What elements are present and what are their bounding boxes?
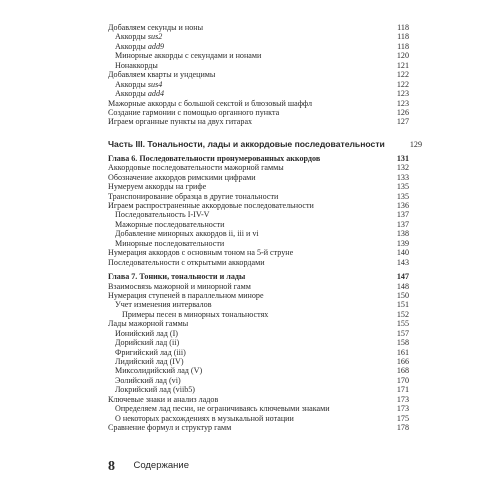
toc-entry-title: Ключевые знаки и анализ ладов <box>108 394 219 404</box>
toc-entry-page: 138 <box>396 229 409 239</box>
toc-entry-title: Мажорные аккорды с большой секстой и блюзовый шаффл <box>108 98 313 108</box>
toc-entry-title: Играем органные пункты на двух гитарах <box>108 117 253 127</box>
toc-entry-title: Сравнение формул и структур гамм <box>108 423 232 433</box>
toc-entry-page: 131 <box>396 153 409 163</box>
chapter-heading <box>108 272 409 281</box>
toc-entry <box>108 348 409 357</box>
toc-entry-title: Создание гармонии с помощью органного пункта <box>108 107 280 117</box>
toc-entry-title: Добавляем кварты и ундецимы <box>108 70 216 80</box>
toc-entry-title: Мажорные последовательности <box>115 219 225 229</box>
toc-entry <box>108 423 409 432</box>
toc-entry-page: 175 <box>396 413 409 423</box>
toc-entry-page: 143 <box>396 257 409 267</box>
toc-entry <box>108 404 409 413</box>
toc-entry-page: 123 <box>396 98 409 108</box>
toc-entry-page: 157 <box>396 328 409 338</box>
toc-entry-page: 152 <box>396 309 409 319</box>
toc-entry <box>108 282 409 291</box>
toc-entry-title: Нумеруем аккорды на грифе <box>108 182 207 192</box>
toc-entry <box>108 338 409 347</box>
toc-entry <box>108 319 409 328</box>
toc-entry-title: Последовательности с открытыми аккордами <box>108 257 265 267</box>
toc-entry-page: 151 <box>396 300 409 310</box>
toc-entry <box>108 239 409 248</box>
toc-entry-page: 121 <box>396 60 409 70</box>
chapter-heading <box>108 154 409 163</box>
toc-entry-title: Ионийский лад (I) <box>115 328 178 338</box>
toc-entry-title: Взаимосвязь мажорной и минорной гамм <box>108 281 251 291</box>
table-of-contents <box>108 23 422 433</box>
toc-entry-title: Минорные аккорды с секундами и нонами <box>115 51 262 61</box>
toc-entry-page: 137 <box>396 219 409 229</box>
toc-entry <box>108 357 409 366</box>
toc-entry-title: Часть III. Тональности, лады и аккордовые последовательности <box>108 138 385 149</box>
toc-entry-page: 166 <box>396 357 409 366</box>
part-heading <box>108 138 422 151</box>
toc-entry-page: 135 <box>396 191 409 201</box>
toc-entry-page: 118 <box>397 41 409 51</box>
toc-entry-title: Добавление минорных аккордов ii, iii и vi <box>115 229 259 239</box>
toc-entry-title: Глава 6. Последовательности пронумерованных аккордов <box>108 153 321 163</box>
toc-entry-page: 171 <box>396 385 409 395</box>
toc-entry <box>108 366 409 375</box>
toc-entry <box>108 376 409 385</box>
toc-entry-title: Аккорды sus4 <box>115 79 163 89</box>
toc-entry-title: Лады мажорной гаммы <box>108 319 189 329</box>
toc-entry-page: 147 <box>396 272 409 282</box>
toc-entry-page: 139 <box>396 238 409 248</box>
toc-entry-page: 118 <box>397 23 409 32</box>
toc-entry-title: Глава 7. Тоники, тональности и лады <box>108 272 246 282</box>
toc-entry-title: Локрийский лад (viib5) <box>115 385 195 395</box>
toc-entry <box>108 80 409 89</box>
toc-entry <box>108 192 409 201</box>
toc-entry <box>108 61 409 70</box>
toc-entry-page: 137 <box>396 210 409 220</box>
toc-entry <box>108 414 409 423</box>
toc-entry-page: 126 <box>396 107 409 117</box>
toc-entry-title: Учет изменения интервалов <box>115 300 212 310</box>
toc-entry <box>108 117 409 126</box>
toc-entry-title: Последовательность I-IV-V <box>115 210 210 220</box>
toc-entry-page: 129 <box>409 139 422 149</box>
toc-entry <box>108 182 409 191</box>
toc-entry-title: Обозначение аккордов римскими цифрами <box>108 172 256 182</box>
toc-entry-page: 148 <box>396 281 409 291</box>
toc-entry-page: 173 <box>396 394 409 404</box>
toc-entry <box>108 310 409 319</box>
toc-entry-page: 178 <box>396 423 409 433</box>
toc-entry <box>108 89 409 98</box>
toc-entry-page: 150 <box>396 290 409 300</box>
toc-entry-page: 120 <box>396 51 409 61</box>
toc-entry-page: 118 <box>397 32 409 42</box>
toc-entry-page: 122 <box>396 79 409 89</box>
page-number: 8 <box>108 459 115 474</box>
toc-entry <box>108 329 409 338</box>
toc-entry <box>108 258 409 267</box>
section-title: Содержание <box>133 460 189 471</box>
toc-entry <box>108 173 409 182</box>
toc-entry-title: Аккорды add4 <box>115 89 165 99</box>
toc-entry <box>108 229 409 238</box>
toc-entry-page: 135 <box>396 182 409 192</box>
toc-entry <box>108 99 409 108</box>
toc-entry <box>108 70 409 79</box>
toc-entry-title: Нумерация аккордов с основным тоном на 5-й струне <box>108 248 294 258</box>
toc-entry-page: 173 <box>396 404 409 414</box>
toc-entry-title: Нонаккорды <box>115 60 158 70</box>
toc-entry-title: Определяем лад песни, не ограничиваясь ключевыми знаками <box>115 404 330 414</box>
toc-entry-page: 155 <box>396 319 409 329</box>
toc-entry-title: Минорные последовательности <box>115 238 225 248</box>
toc-entry-title: Транспонирование образца в другие тональности <box>108 191 279 201</box>
toc-entry-page: 122 <box>396 70 409 80</box>
toc-entry-title: Аккорды add9 <box>115 41 165 51</box>
toc-entry-title: Играем распространенные аккордовые последовательности <box>108 201 314 210</box>
toc-entry-title: Нумерация ступеней в параллельном миноре <box>108 290 264 300</box>
toc-entry <box>108 291 409 300</box>
toc-entry-page: 158 <box>396 338 409 348</box>
toc-entry-page: 168 <box>396 366 409 376</box>
toc-entry-title: Дорийский лад (ii) <box>115 338 180 348</box>
toc-entry-title: Миксолидийский лад (V) <box>115 366 203 376</box>
toc-entry <box>108 163 409 172</box>
toc-entry <box>108 23 409 32</box>
toc-entry-page: 161 <box>396 347 409 357</box>
toc-entry-title: Лидийский лад (IV) <box>115 357 184 366</box>
toc-entry <box>108 51 409 60</box>
toc-entry-title: Фригийский лад (iii) <box>115 347 186 357</box>
toc-entry-page: 136 <box>396 201 409 210</box>
toc-entry-page: 132 <box>396 163 409 173</box>
toc-entry-title: Аккордовые последовательности мажорной гаммы <box>108 163 284 173</box>
toc-entry-page: 133 <box>396 172 409 182</box>
page-footer <box>108 457 189 475</box>
toc-entry-title: Эолийский лад (vi) <box>115 375 181 385</box>
toc-entry <box>108 395 409 404</box>
toc-entry <box>108 42 409 51</box>
toc-entry-page: 140 <box>396 248 409 258</box>
toc-entry-title: Аккорды sus2 <box>115 32 163 42</box>
toc-entry <box>108 108 409 117</box>
toc-entry-page: 170 <box>396 375 409 385</box>
toc-entry <box>108 32 409 41</box>
toc-entry <box>108 248 409 257</box>
toc-entry <box>108 201 409 210</box>
toc-entry-title: О некоторых расхождениях в музыкальной нотации <box>115 413 294 423</box>
toc-entry <box>108 210 409 219</box>
toc-entry <box>108 385 409 394</box>
toc-entry-page: 123 <box>396 89 409 99</box>
toc-entry-page: 127 <box>396 117 409 127</box>
toc-entry-title: Примеры песен в минорных тональностях <box>122 309 269 319</box>
toc-entry-title: Добавляем секунды и ноны <box>108 23 204 32</box>
toc-entry <box>108 300 409 309</box>
toc-entry <box>108 220 409 229</box>
